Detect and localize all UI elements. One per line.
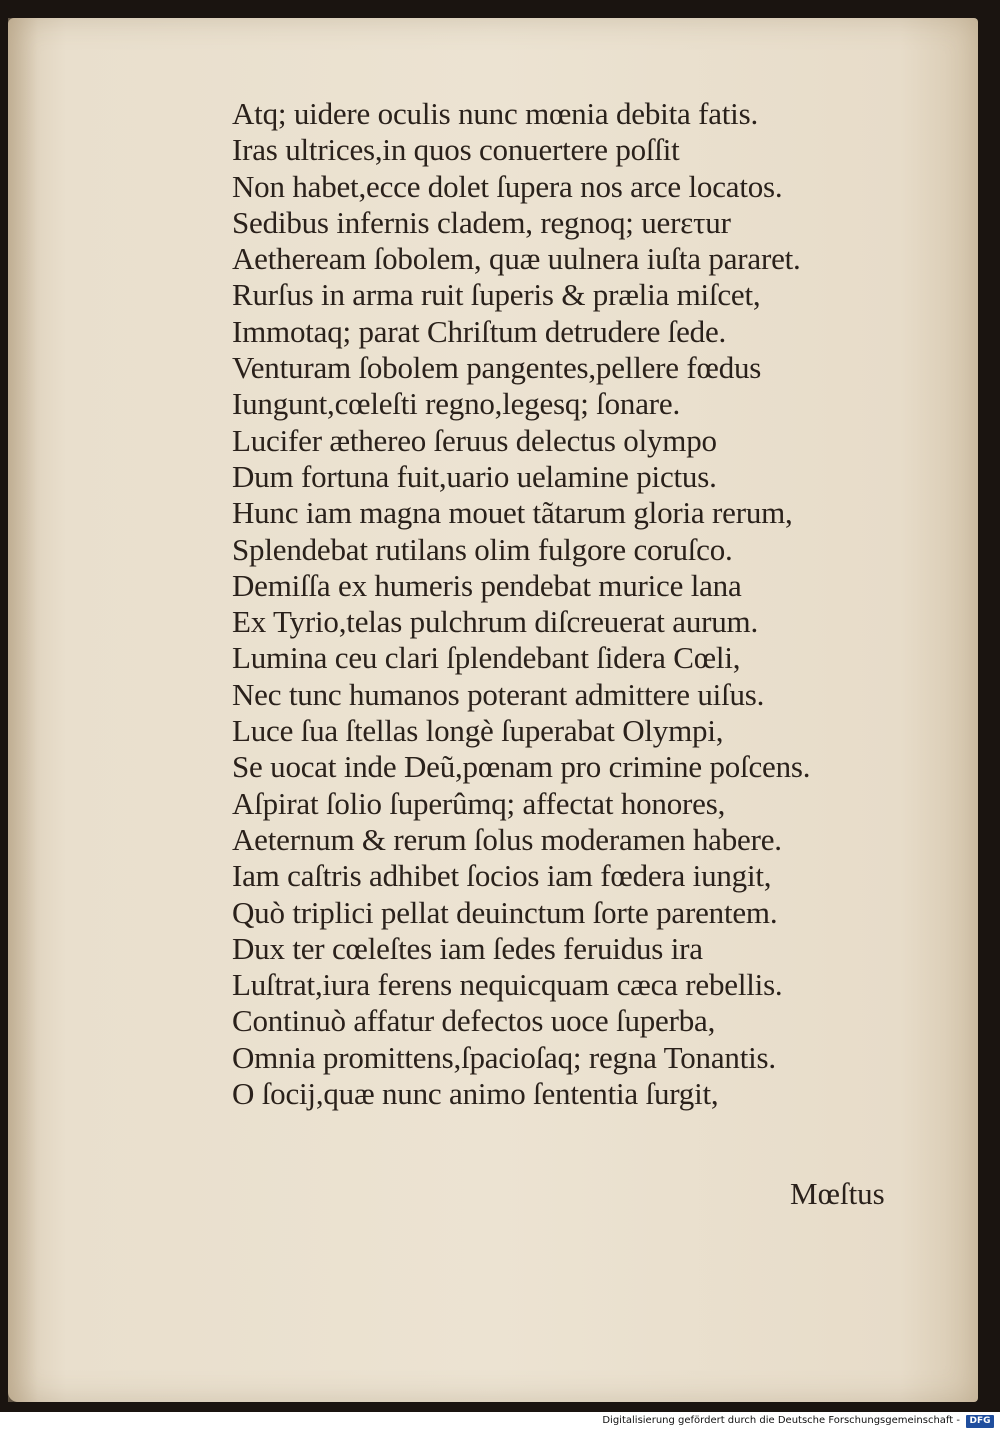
verse-line: Se uocat inde Deũ,pœnam pro crimine poſcens. bbox=[232, 749, 811, 785]
verse-line: Iungunt,cœleſti regno,legesq; ſonare. bbox=[232, 386, 680, 422]
verse-line: Quò triplici pellat deuinctum ſorte parentem. bbox=[232, 894, 778, 930]
verse-line: O ſocij,quæ nunc animo ſententia ſurgit, bbox=[232, 1076, 719, 1112]
verse-line: Iras ultrices,in quos conuertere poſſit bbox=[232, 132, 680, 168]
verse-line: Aetheream ſobolem, quæ uulnera iuſta pararet. bbox=[232, 241, 801, 277]
verse-line: Lumina ceu clari ſplendebant ſidera Cœli, bbox=[232, 640, 741, 676]
verse-line: Splendebat rutilans olim fulgore coruſco. bbox=[232, 531, 733, 567]
verse-line: Iam caſtris adhibet ſocios iam fœdera iungit, bbox=[232, 858, 772, 894]
verse-line: Rurſus in arma ruit ſuperis & prælia miſcet, bbox=[232, 277, 761, 313]
verse-line: Luſtrat,iura ferens nequicquam cæca rebellis. bbox=[232, 967, 783, 1003]
verse-line: Omnia promittens,ſpacioſaq; regna Tonantis. bbox=[232, 1039, 776, 1075]
verse-line: Venturam ſobolem pangentes,pellere fœdus bbox=[232, 350, 762, 386]
verse-line: Ex Tyrio,telas pulchrum diſcreuerat aurum. bbox=[232, 604, 759, 640]
verse-line: Lucifer æthereo ſeruus delectus olympo bbox=[232, 422, 717, 458]
verse-line: Demiſſa ex humeris pendebat murice lana bbox=[232, 567, 742, 603]
digitization-footer bbox=[0, 1412, 1000, 1432]
verse-line: Aſpirat ſolio ſuperûmq; affectat honores, bbox=[232, 785, 726, 821]
verse-line: Luce ſua ſtellas longè ſuperabat Olympi, bbox=[232, 713, 724, 749]
verse-line: Dux ter cœleſtes iam ſedes feruidus ira bbox=[232, 930, 703, 966]
catchword: Mœſtus bbox=[790, 1176, 885, 1211]
dfg-logo-icon: DFG bbox=[966, 1415, 994, 1428]
verse-line: Nec tunc humanos poterant admittere uiſus. bbox=[232, 676, 765, 712]
verse-line: Hunc iam magna mouet tãtarum gloria rerum, bbox=[232, 495, 793, 531]
verse-line: Atq; uidere oculis nunc mœnia debita fatis. bbox=[232, 96, 759, 131]
poem-text bbox=[232, 96, 932, 1112]
verse-line: Sedibus infernis cladem, regnoq; uerετur bbox=[232, 204, 731, 240]
verse-line: Aeternum & rerum ſolus moderamen habere. bbox=[232, 821, 782, 857]
verse-line: Continuò affatur defectos uoce ſuperba, bbox=[232, 1003, 716, 1039]
funding-credit: Digitalisierung gefördert durch die Deutsche Forschungsgemeinschaft - bbox=[602, 1415, 960, 1426]
verse-line: Immotaq; parat Chriſtum detrudere ſede. bbox=[232, 313, 727, 349]
verse-line: Dum fortuna fuit,uario uelamine pictus. bbox=[232, 458, 717, 494]
verse-line: Non habet,ecce dolet ſupera nos arce locatos. bbox=[232, 168, 783, 204]
